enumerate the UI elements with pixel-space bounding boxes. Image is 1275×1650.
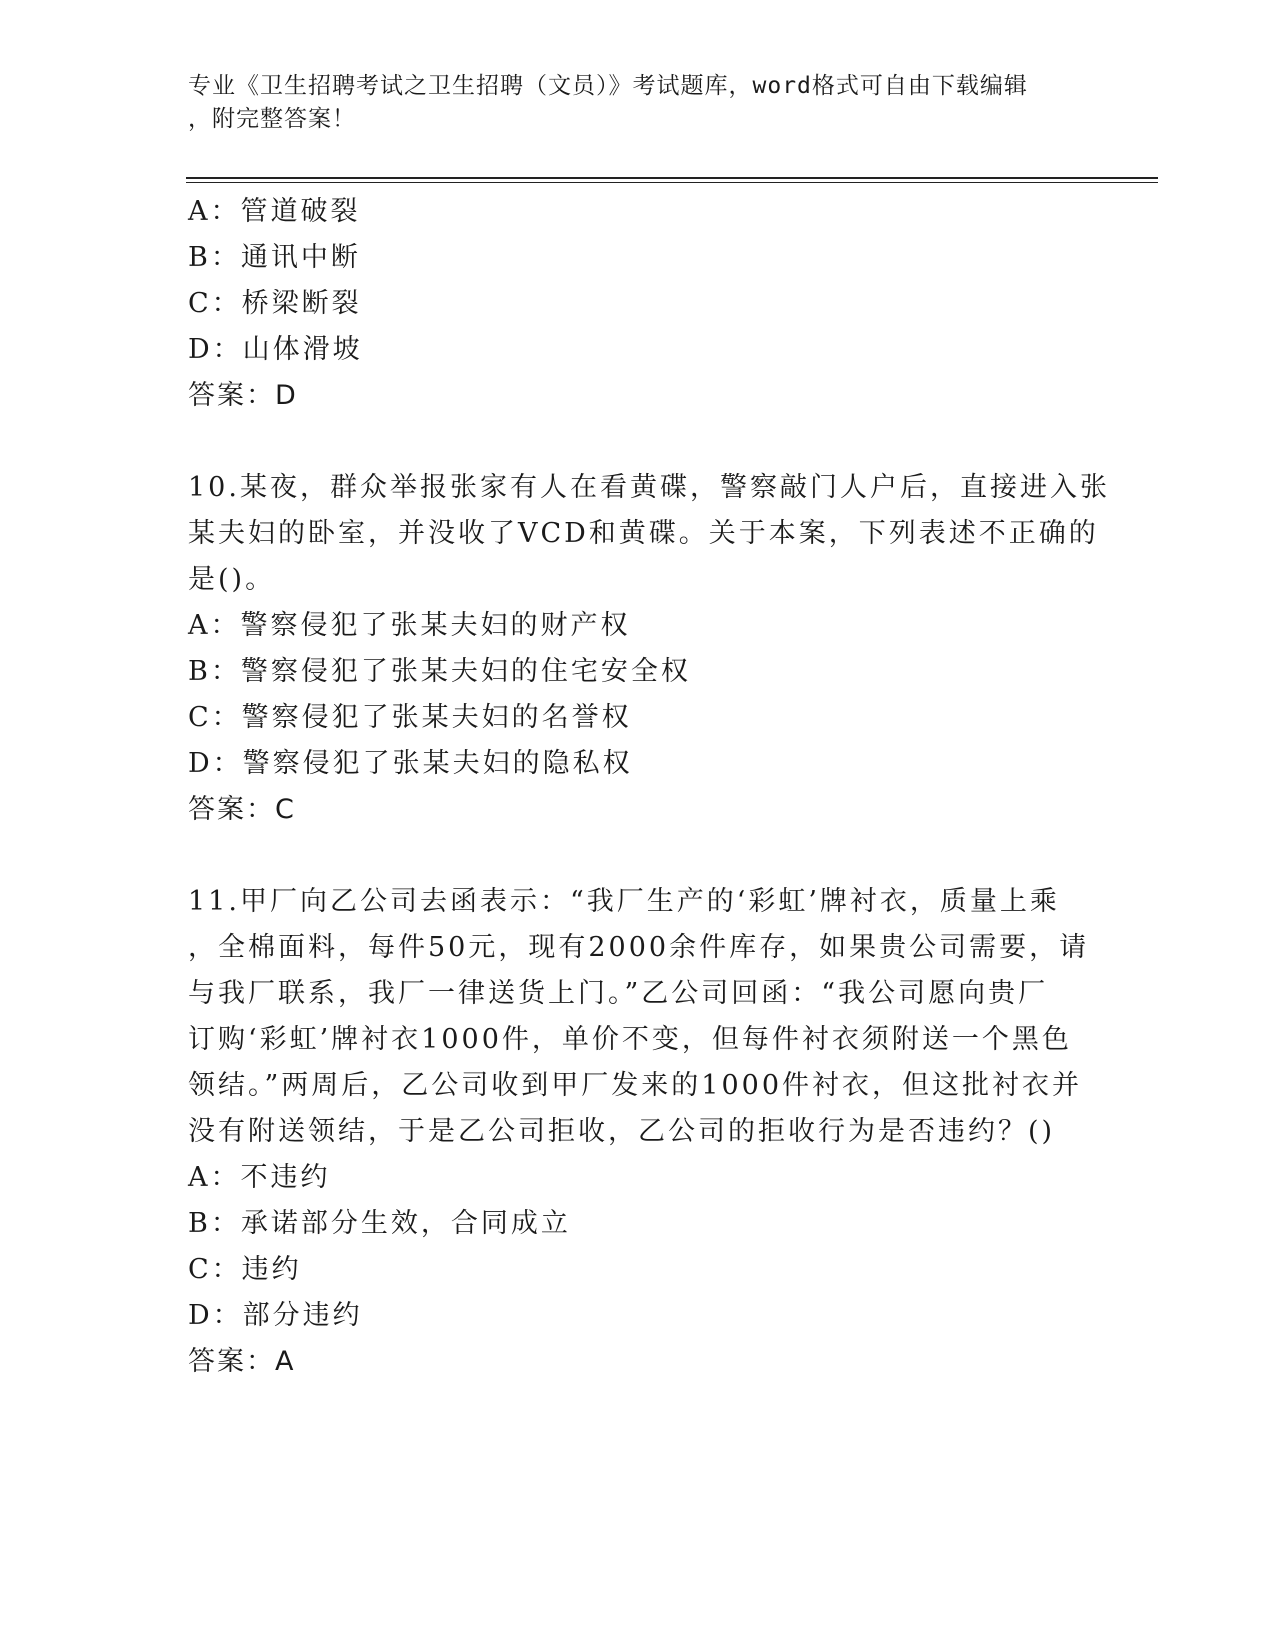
option-c: C：违约 [188, 1254, 302, 1285]
stem-line-1: 11.甲厂向乙公司去函表示：“我厂生产的‘彩虹’牌衬衣，质量上乘 [188, 886, 1060, 917]
header-line-2: ，附完整答案！ [188, 106, 356, 132]
answer-line: 答案：C [188, 794, 296, 825]
option-b: B：承诺部分生效，合同成立 [188, 1208, 571, 1239]
option-a: A：不违约 [188, 1162, 331, 1193]
question-stem [188, 465, 1110, 603]
stem-line-5: 领结。”两周后，乙公司收到甲厂发来的1000件衬衣，但这批衬衣并 [188, 1070, 1083, 1101]
question-10 [188, 465, 1110, 833]
answer-line: 答案：D [188, 380, 298, 411]
question-stem [188, 879, 1088, 1155]
stem-line-3: 是()。 [188, 564, 276, 595]
header-divider-thin [186, 182, 1158, 183]
question-11 [188, 879, 1088, 1385]
option-a: A：管道破裂 [188, 196, 361, 227]
header-divider-thick [186, 177, 1158, 179]
spacer [188, 833, 1088, 879]
option-d: D：山体滑坡 [188, 334, 363, 365]
option-b: B：通讯中断 [188, 242, 361, 273]
question-9 [188, 189, 1088, 419]
answer-line: 答案：A [188, 1346, 296, 1377]
spacer [188, 419, 1088, 465]
stem-line-1: 10.某夜，群众举报张家有人在看黄碟，警察敲门人户后，直接进入张 [188, 472, 1110, 503]
option-d: D：警察侵犯了张某夫妇的隐私权 [188, 748, 633, 779]
option-c: C：警察侵犯了张某夫妇的名誉权 [188, 702, 632, 733]
header-line-1: 专业《卫生招聘考试之卫生招聘（文员）》考试题库，word格式可自由下载编辑 [188, 73, 1028, 99]
stem-line-2: 某夫妇的卧室，并没收了VCD和黄碟。关于本案，下列表述不正确的 [188, 518, 1099, 549]
option-b: B：警察侵犯了张某夫妇的住宅安全权 [188, 656, 691, 687]
option-a: A：警察侵犯了张某夫妇的财产权 [188, 610, 631, 641]
stem-line-6: 没有附送领结，于是乙公司拒收，乙公司的拒收行为是否违约？() [188, 1116, 1056, 1147]
option-c: C：桥梁断裂 [188, 288, 362, 319]
stem-line-2: ，全棉面料，每件50元，现有2000余件库存，如果贵公司需要，请 [188, 932, 1090, 963]
stem-line-3: 与我厂联系，我厂一律送货上门。”乙公司回函：“我公司愿向贵厂 [188, 978, 1049, 1009]
stem-line-4: 订购‘彩虹’牌衬衣1000件，单价不变，但每件衬衣须附送一个黑色 [188, 1024, 1072, 1055]
document-header [188, 70, 1088, 136]
question-content [188, 189, 1110, 1385]
option-d: D：部分违约 [188, 1300, 363, 1331]
